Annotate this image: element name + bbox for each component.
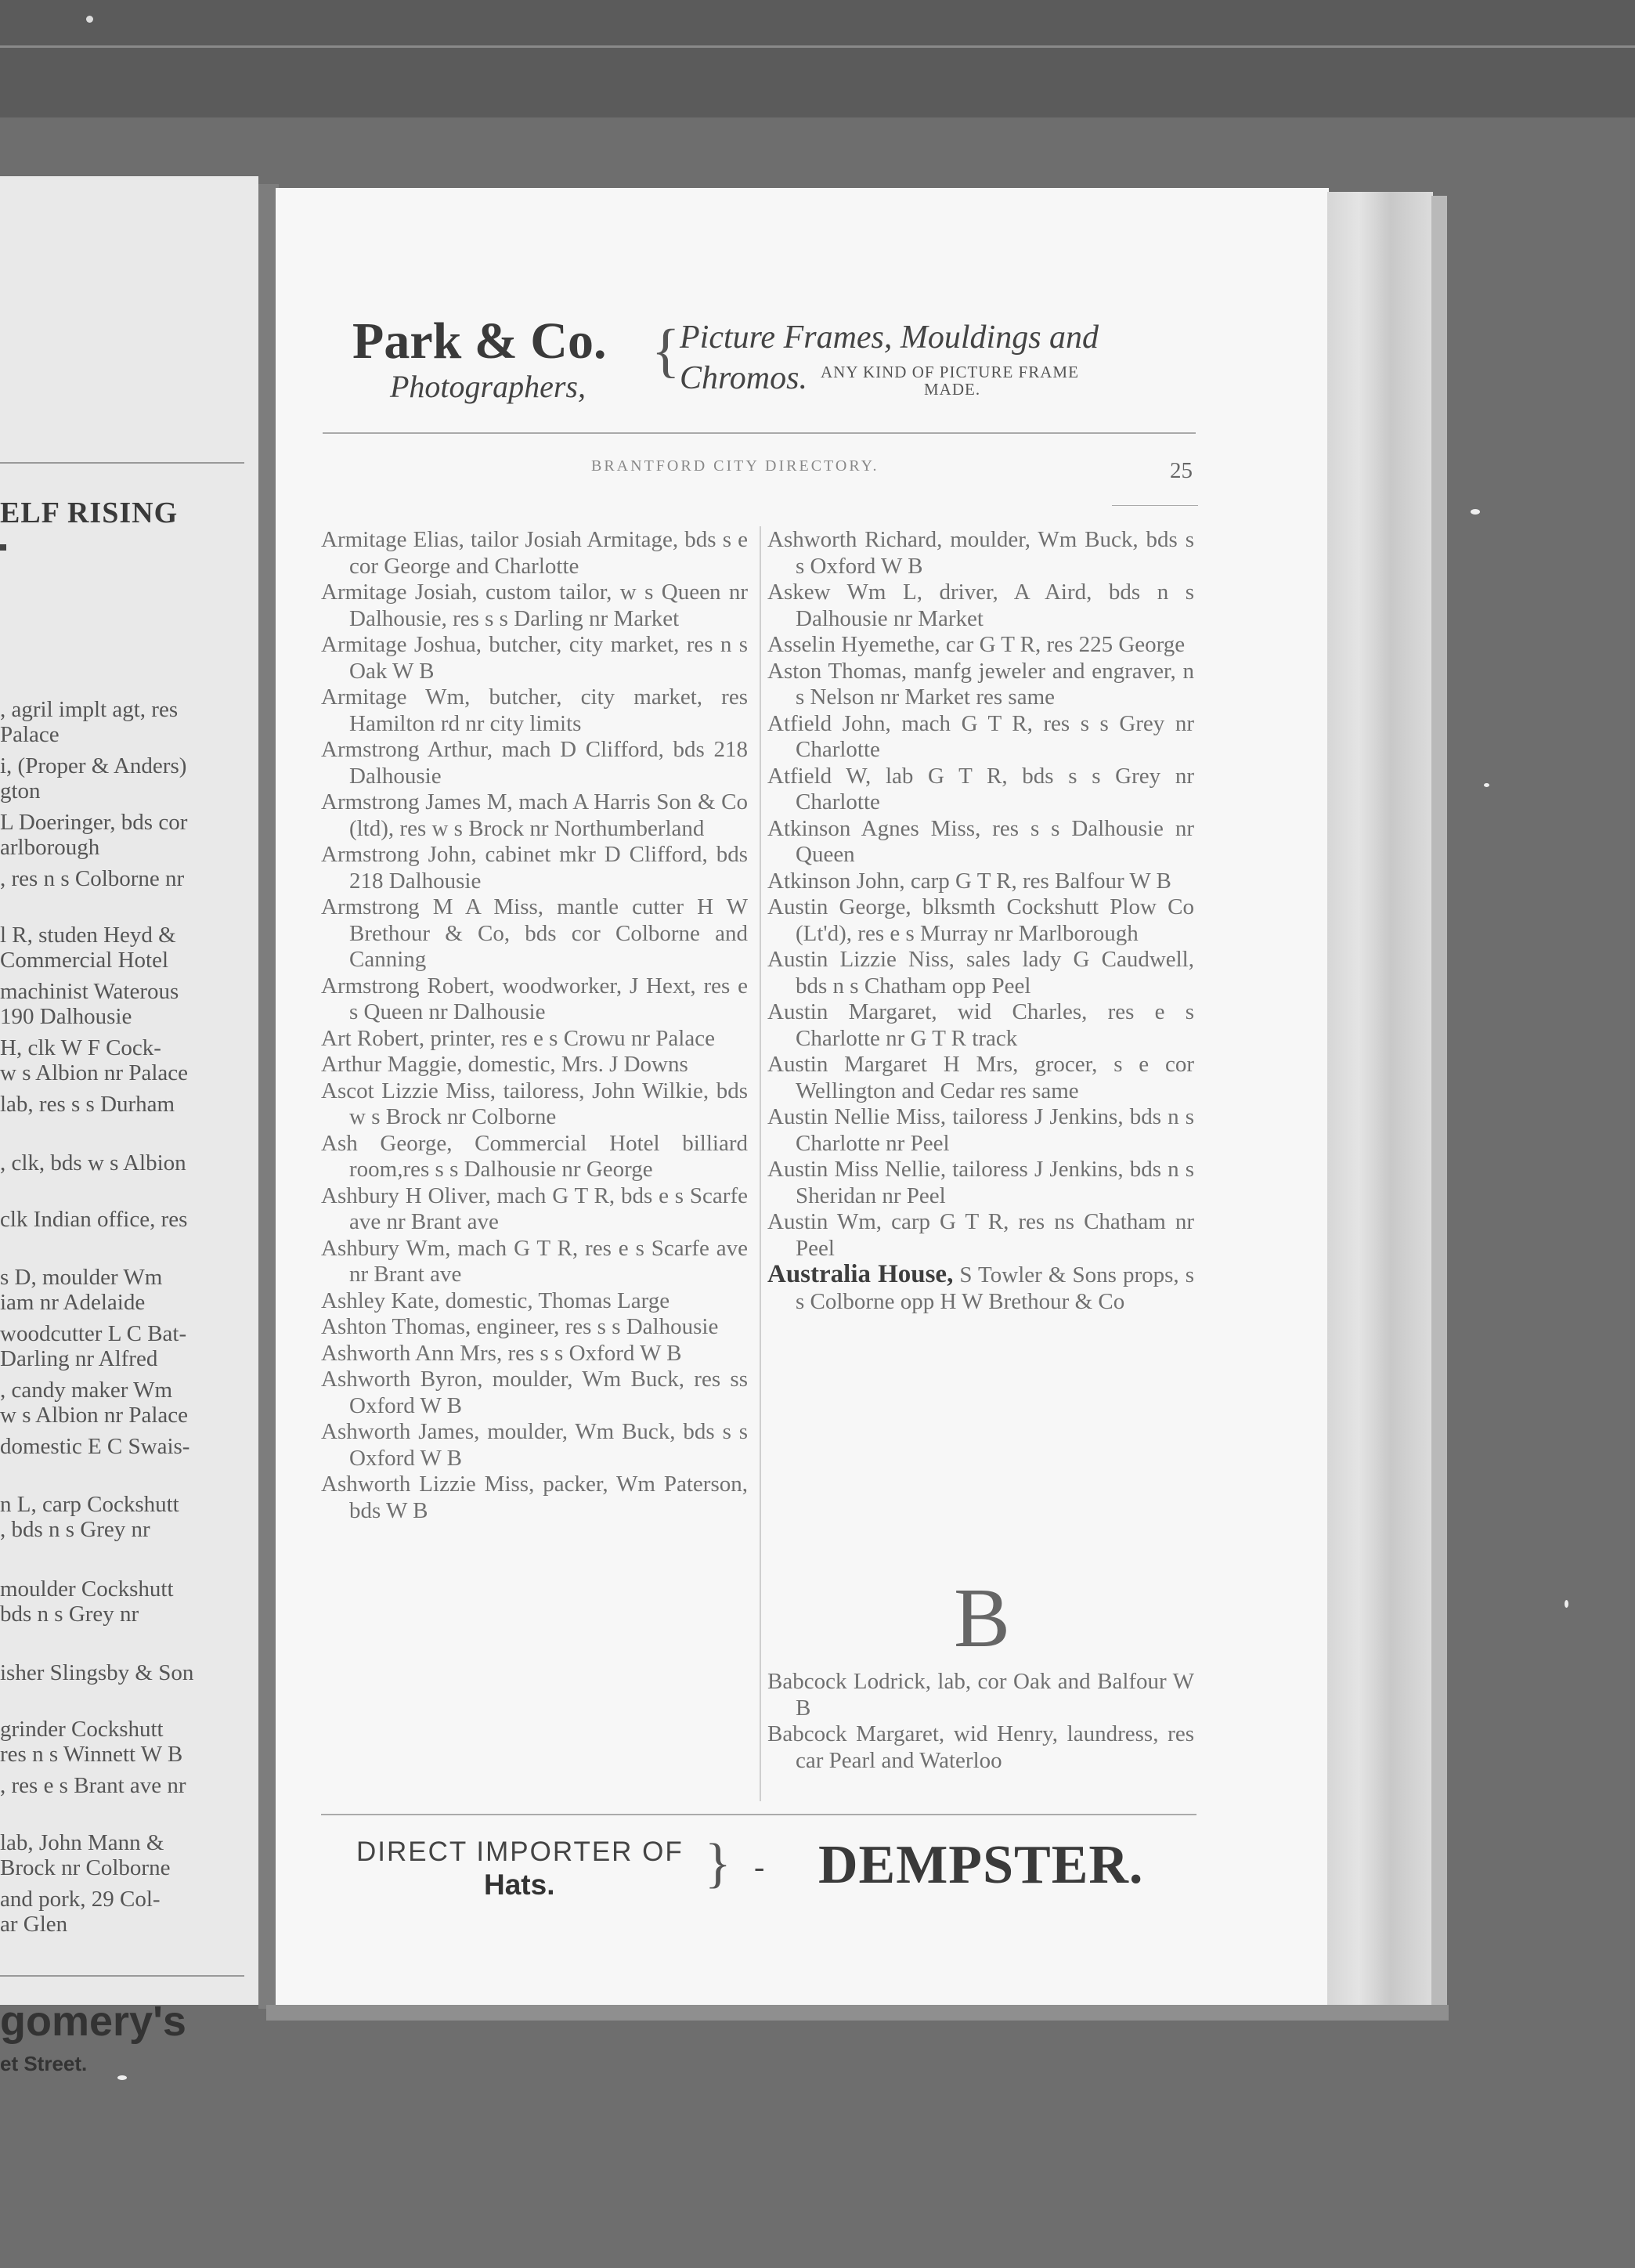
footer-hats: Hats. — [484, 1869, 555, 1901]
left-page-line: , clk, bds w s Albion — [0, 1150, 186, 1176]
left-page-line: i, (Proper & Anders) — [0, 753, 187, 778]
directory-entry: Ashton Thomas, engineer, res s s Dalhousie — [321, 1314, 719, 1339]
directory-entry: Armstrong James M, mach A Harris Son & Co (ltd), res w s Brock nr Northumberland — [321, 789, 748, 841]
left-page-line: domestic E C Swais- — [0, 1434, 190, 1459]
left-page-line: , res e s Brant ave nr — [0, 1773, 186, 1798]
directory-entry: Armstrong Arthur, mach D Clifford, bds 218 Dalhousie — [321, 737, 748, 789]
directory-entry: Art Robert, printer, res e s Crowu nr Palace — [321, 1025, 715, 1051]
directory-entry: Austin George, blksmth Cockshutt Plow Co (Lt'd), res e s Murray nr Marlborough — [767, 894, 1194, 946]
directory-entry: Armstrong M A Miss, mantle cutter H W Brethour & Co, bds cor Colborne and Canning — [321, 894, 748, 972]
left-page-line: , candy maker Wm — [0, 1378, 173, 1403]
directory-entry: Armitage Joshua, butcher, city market, res n s Oak W B — [321, 632, 748, 684]
header-rule — [323, 432, 1196, 434]
directory-entry: Armitage Wm, butcher, city market, res Hamilton rd nr city limits — [321, 684, 748, 736]
directory-entry: Ashworth Lizzie Miss, packer, Wm Paterson, bds W B — [321, 1472, 748, 1523]
left-page-mark — [0, 544, 6, 551]
directory-entry: Austin Miss Nellie, tailoress J Jenkins, bds n s Sheridan nr Peel — [767, 1157, 1194, 1208]
directory-column-left — [321, 527, 748, 1524]
directory-entry: Atfield W, lab G T R, bds s s Grey nr Charlotte — [767, 763, 1194, 814]
directory-entry: Armitage Josiah, custom tailor, w s Queen nr Dalhousie, res s s Darling nr Market — [321, 580, 748, 631]
left-page-line: res n s Winnett W B — [0, 1742, 183, 1767]
left-page-line: 190 Dalhousie — [0, 1004, 132, 1029]
footer-dempster: DEMPSTER. — [818, 1835, 1144, 1895]
left-page-line: Palace — [0, 722, 60, 747]
directory-column-right — [767, 527, 1194, 1315]
left-page-line: grinder Cockshutt — [0, 1717, 164, 1742]
directory-entry: Austin Margaret, wid Charles, res e s Charlotte nr G T R track — [767, 999, 1194, 1051]
left-page-line: and pork, 29 Col- — [0, 1887, 161, 1912]
left-page-line: iam nr Adelaide — [0, 1290, 146, 1315]
directory-entry — [767, 1262, 1194, 1315]
advert-any-kind: ANY KIND OF PICTURE FRAME — [821, 363, 1079, 381]
directory-entry: Ashworth James, moulder, Wm Buck, bds s s Oxford W B — [321, 1419, 748, 1471]
section-letter: B — [954, 1572, 1011, 1665]
left-page-line: machinist Waterous — [0, 979, 179, 1004]
left-page-line: bds n s Grey nr — [0, 1602, 139, 1627]
left-page-line: , bds n s Grey nr — [0, 1517, 150, 1542]
left-page-line: Brock nr Colborne — [0, 1855, 171, 1880]
left-page-line: , res n s Colborne nr — [0, 866, 185, 891]
column-divider — [760, 526, 761, 1801]
scan-speck — [1471, 509, 1480, 515]
page-bottom-shadow — [266, 2005, 1449, 2021]
directory-entry: Ascot Lizzie Miss, tailoress, John Wilkie, bds w s Brock nr Colborne — [321, 1078, 748, 1129]
directory-entry: Aston Thomas, manfg jeweler and engraver, n s Nelson nr Market res same — [767, 658, 1194, 710]
left-page-line: s D, moulder Wm — [0, 1265, 163, 1290]
directory-entry: Armstrong Robert, woodworker, J Hext, res e s Queen nr Dalhousie — [321, 973, 748, 1024]
directory-column-right-b — [767, 1669, 1194, 1774]
directory-entry: Babcock Margaret, wid Henry, laundress, res car Pearl and Waterloo — [767, 1721, 1194, 1773]
footer-brace: } — [705, 1833, 731, 1894]
left-page-line: lab, John Mann & — [0, 1830, 164, 1855]
left-page-line: arlborough — [0, 835, 100, 860]
directory-entry: Armitage Elias, tailor Josiah Armitage, bds s e cor George and Charlotte — [321, 527, 748, 579]
running-title: BRANTFORD CITY DIRECTORY. — [591, 457, 879, 475]
directory-entry-name: Australia House, — [767, 1260, 954, 1288]
scan-speck — [117, 2075, 127, 2080]
advert-trade: Photographers, — [390, 369, 586, 404]
directory-entry: Atkinson John, carp G T R, res Balfour W B — [767, 868, 1171, 894]
left-page-line: L Doeringer, bds cor — [0, 810, 188, 835]
directory-entry: Ashworth Richard, moulder, Wm Buck, bds s s Oxford W B — [767, 527, 1194, 579]
directory-entry: Babcock Lodrick, lab, cor Oak and Balfour W B — [767, 1669, 1194, 1721]
left-page-rule-bottom — [0, 1975, 244, 1977]
scan-speck — [1565, 1600, 1568, 1608]
film-edge-line — [0, 45, 1635, 48]
left-page-line: H, clk W F Cock- — [0, 1035, 161, 1060]
footer-rule — [321, 1814, 1196, 1815]
page-number: 25 — [1170, 458, 1193, 483]
scan-background — [0, 0, 1635, 117]
advert-firm-name: Park & Co. — [352, 312, 607, 370]
page-number-rule — [1112, 505, 1198, 506]
left-page-header: ELF RISING — [0, 497, 179, 529]
directory-entry: Austin Wm, carp G T R, res ns Chatham nr Peel — [767, 1209, 1194, 1261]
directory-entry: Atkinson Agnes Miss, res s s Dalhousie nr Queen — [767, 815, 1194, 867]
directory-entry: Austin Nellie Miss, tailoress J Jenkins, bds n s Charlotte nr Peel — [767, 1104, 1194, 1156]
left-page-line: gton — [0, 778, 41, 804]
directory-entry: Asselin Hyemethe, car G T R, res 225 George — [767, 632, 1186, 657]
scan-speck — [1484, 783, 1489, 787]
left-page-line: Commercial Hotel — [0, 948, 169, 973]
left-page-footer-name: gomery's — [0, 1998, 186, 2045]
directory-entry: Ashworth Byron, moulder, Wm Buck, res ss Oxford W B — [321, 1367, 748, 1418]
advert-made: MADE. — [924, 380, 981, 399]
left-page-line: w s Albion nr Palace — [0, 1060, 189, 1085]
left-page-line: lab, res s s Durham — [0, 1092, 175, 1117]
left-page-footer-street: et Street. — [0, 2052, 88, 2075]
directory-entry: Austin Lizzie Niss, sales lady G Caudwell, bds n s Chatham opp Peel — [767, 947, 1194, 999]
directory-entry: Armstrong John, cabinet mkr D Clifford, bds 218 Dalhousie — [321, 842, 748, 894]
left-page-line: clk Indian office, res — [0, 1207, 188, 1232]
left-page-line: isher Slingsby & Son — [0, 1660, 194, 1685]
advert-brace: { — [651, 318, 680, 384]
directory-entry: Ashbury Wm, mach G T R, res e s Scarfe ave nr Brant ave — [321, 1235, 748, 1287]
left-page-line: ar Glen — [0, 1912, 68, 1937]
scan-speck — [86, 16, 93, 23]
left-page-line: w s Albion nr Palace — [0, 1403, 189, 1428]
left-page-line: moulder Cockshutt — [0, 1576, 174, 1602]
page-stack-edge — [1327, 192, 1433, 2009]
footer-dash: - — [754, 1849, 765, 1884]
left-page-line: , agril implt agt, res — [0, 697, 179, 722]
directory-entry: Askew Wm L, driver, A Aird, bds n s Dalhousie nr Market — [767, 580, 1194, 631]
directory-entry: Ashworth Ann Mrs, res s s Oxford W B — [321, 1340, 682, 1366]
book-edge — [1431, 196, 1447, 2005]
directory-entry: Atfield John, mach G T R, res s s Grey nr Charlotte — [767, 710, 1194, 762]
left-page-rule-top — [0, 462, 244, 464]
left-page-line: n L, carp Cockshutt — [0, 1492, 179, 1517]
left-facing-page — [0, 176, 258, 2075]
advert-products-line1: Picture Frames, Mouldings and — [680, 320, 1099, 356]
directory-entry: Ashbury H Oliver, mach G T R, bds e s Scarfe ave nr Brant ave — [321, 1183, 748, 1234]
left-page-line: l R, studen Heyd & — [0, 923, 176, 948]
directory-entry: Austin Margaret H Mrs, grocer, s e cor Wellington and Cedar res same — [767, 1052, 1194, 1103]
footer-direct-importer: DIRECT IMPORTER OF — [356, 1836, 684, 1867]
directory-entry-text: S Towler & Sons props, s s Colborne opp H W Brethour & Co — [796, 1262, 1194, 1314]
left-page-line: woodcutter L C Bat- — [0, 1321, 187, 1346]
directory-entry: Ash George, Commercial Hotel billiard room,res s s Dalhousie nr George — [321, 1130, 748, 1182]
left-page-line: Darling nr Alfred — [0, 1346, 158, 1371]
advert-products-line2: Chromos. — [680, 360, 807, 396]
directory-entry: Arthur Maggie, domestic, Mrs. J Downs — [321, 1052, 688, 1077]
directory-entry: Ashley Kate, domestic, Thomas Large — [321, 1287, 670, 1313]
